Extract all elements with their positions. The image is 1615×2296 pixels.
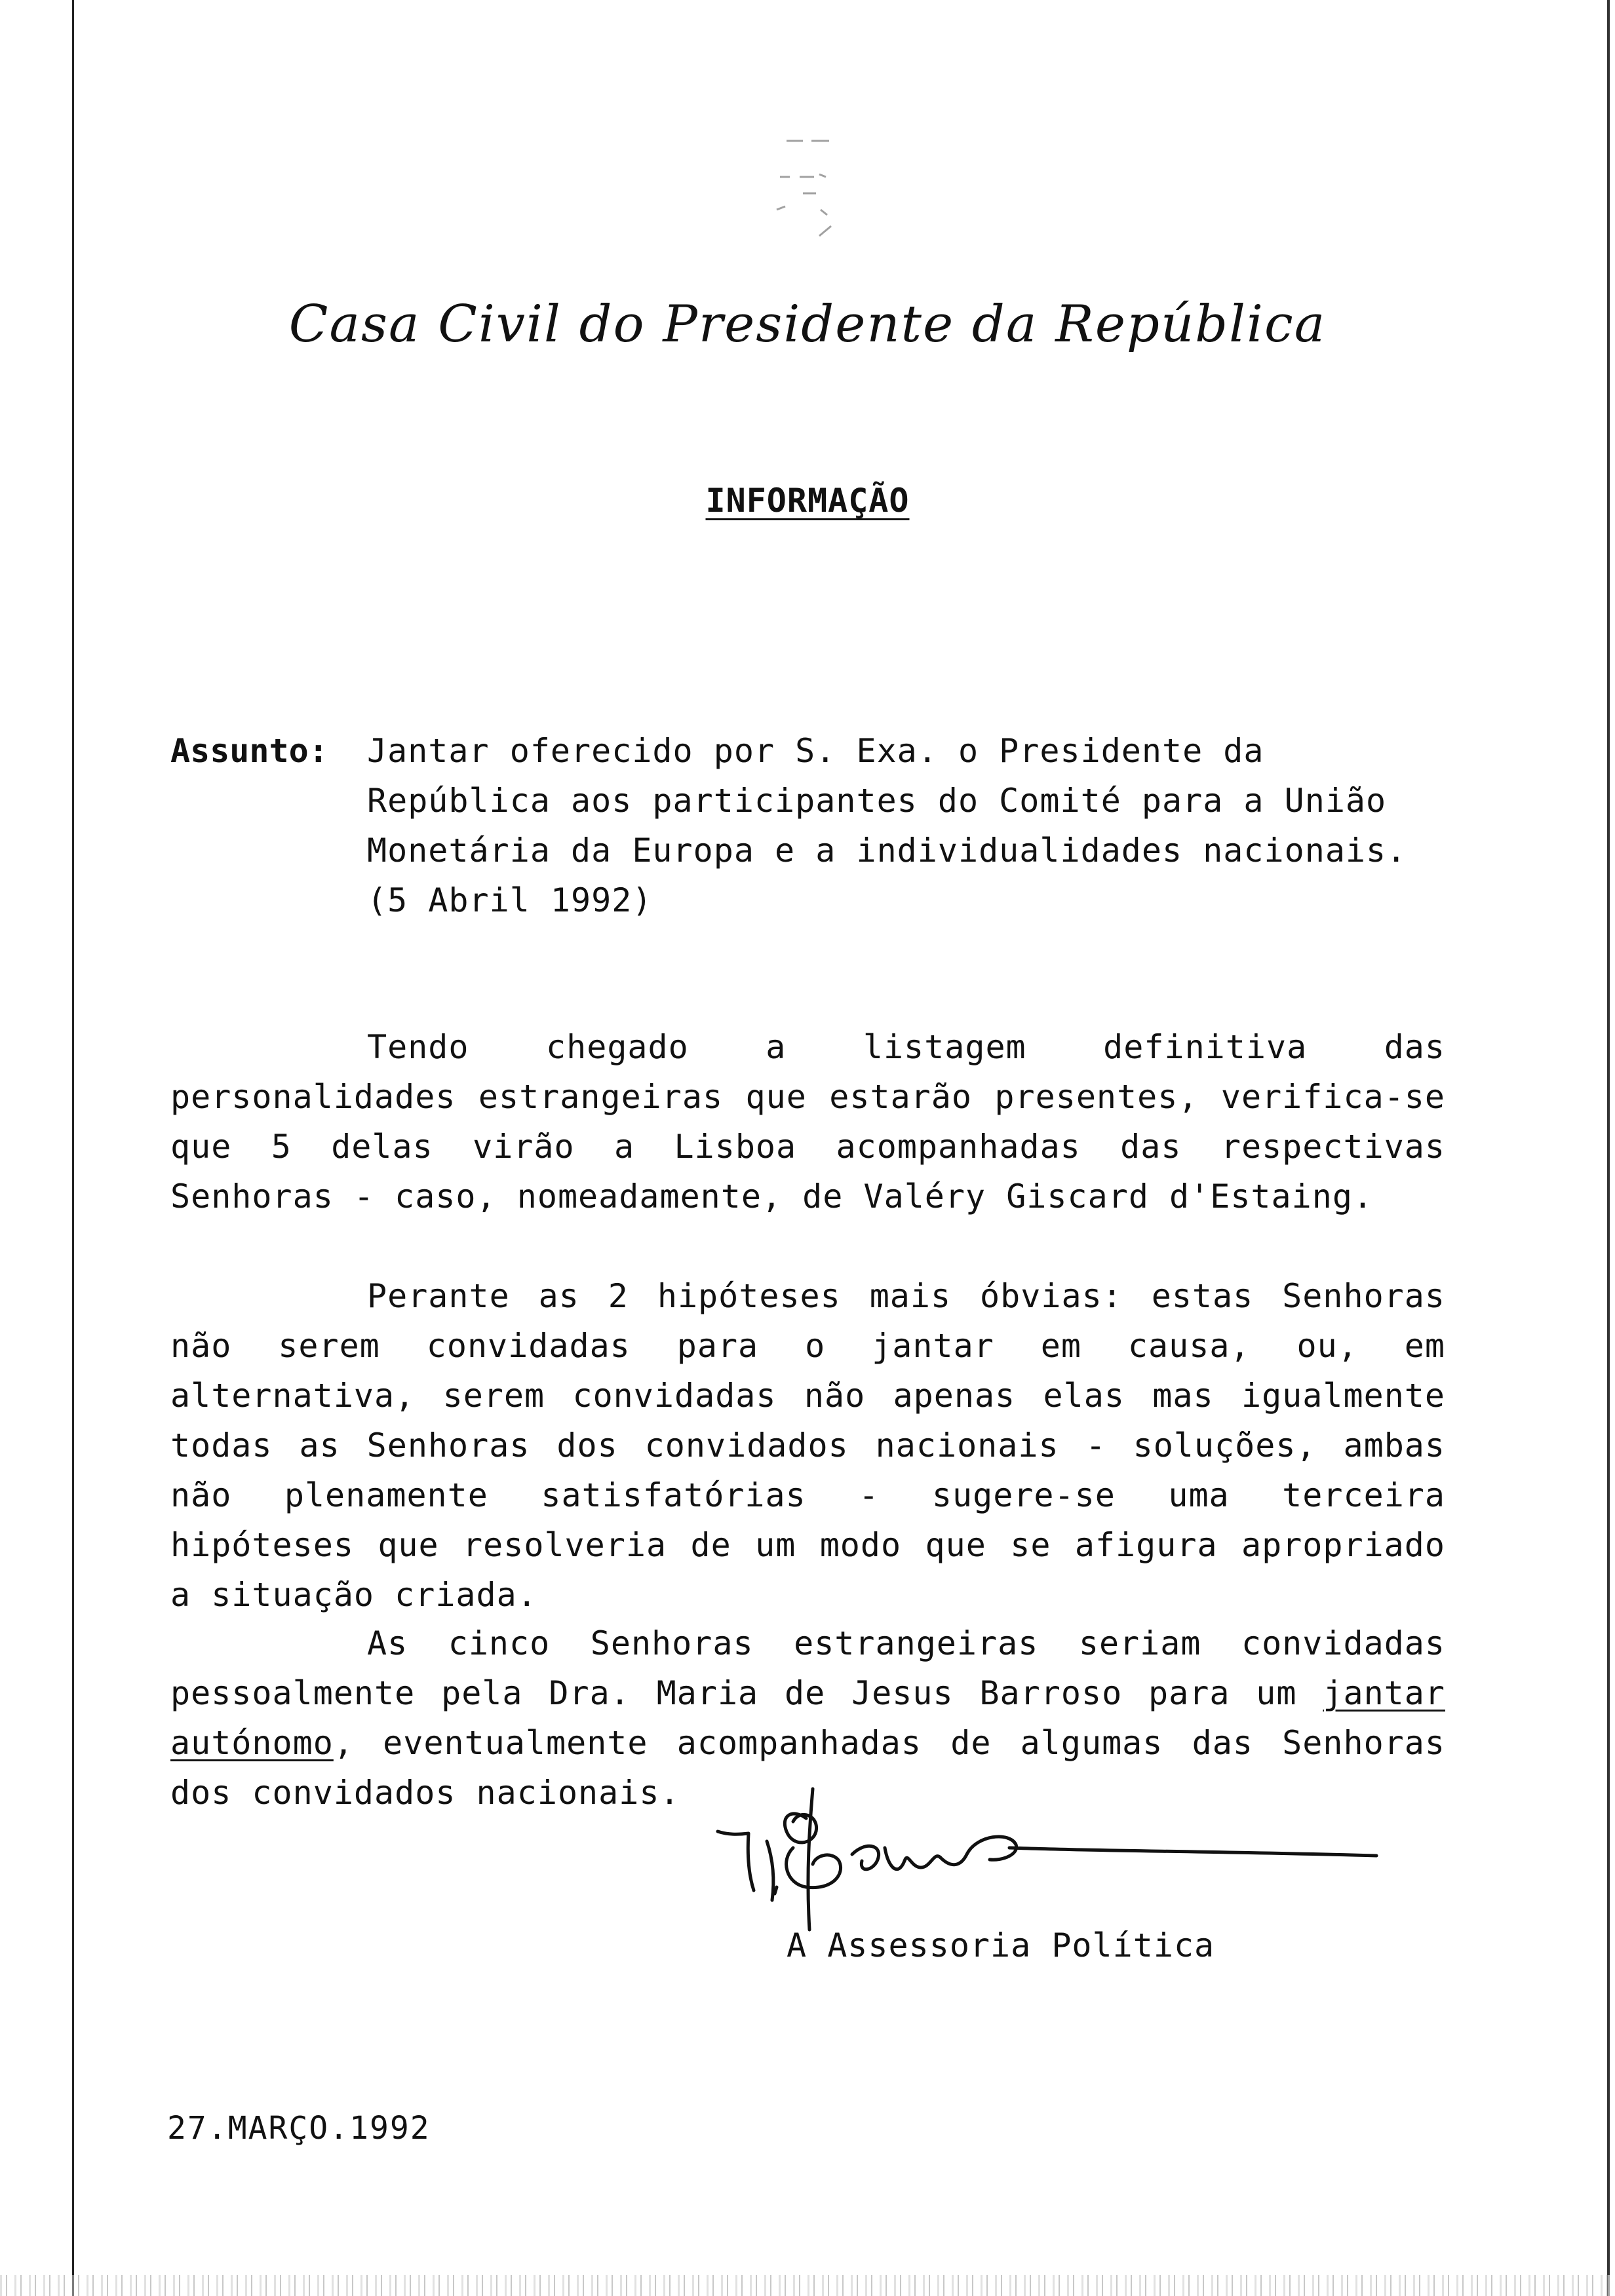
signatory: A Assessoria Política bbox=[787, 1926, 1215, 1964]
paragraph-3-start: As cinco Senhoras estrangeiras seriam convidadas pessoalmente pela Dra. Maria de Jesus Barroso para um bbox=[170, 1624, 1445, 1712]
document-title-text: INFORMAÇÃO bbox=[705, 482, 910, 520]
paragraph-1: Tendo chegado a listagem definitiva das personalidades estrangeiras que estarão presentes, verifica-se que 5 delas virão a Lisboa acompanhadas das respectivas Senhoras - caso, nomeadamente, de Valéry Giscard d'Estaing. bbox=[170, 1028, 1445, 1215]
handwritten-signature bbox=[701, 1769, 1383, 1940]
letterhead: Casa Civil do Presidente da República bbox=[288, 295, 1327, 354]
paragraph-3-end: , eventualmente acompanhadas de algumas das Senhoras dos convidados nacionais. bbox=[170, 1724, 1445, 1812]
faint-stamp-marks bbox=[741, 111, 872, 262]
scan-artifact-strip bbox=[0, 2275, 1615, 2296]
subject-label: Assunto: bbox=[170, 732, 328, 770]
document-title bbox=[0, 482, 1615, 520]
document-date: 27.MARÇO.1992 bbox=[167, 2110, 431, 2147]
subject-text: Jantar oferecido por S. Exa. o Presidente da República aos participantes do Comité para a União Monetária da Europa e a individualidades nacionais. (5 Abril 1992) bbox=[367, 732, 1407, 919]
paragraph-2: Perante as 2 hipóteses mais óbvias: estas Senhoras não serem convidadas para o jantar em causa, ou, em alternativa, serem convidadas não apenas elas mas igualmente todas as Senhoras dos convidados nacionais - soluções, ambas não plenamente satisfatórias - sugere-se uma terceira hipóteses que resolveria de um modo que se afigura apropriado a situação criada. bbox=[170, 1277, 1445, 1614]
paragraph-3-underlined: jantar autónomo bbox=[170, 1674, 1445, 1762]
